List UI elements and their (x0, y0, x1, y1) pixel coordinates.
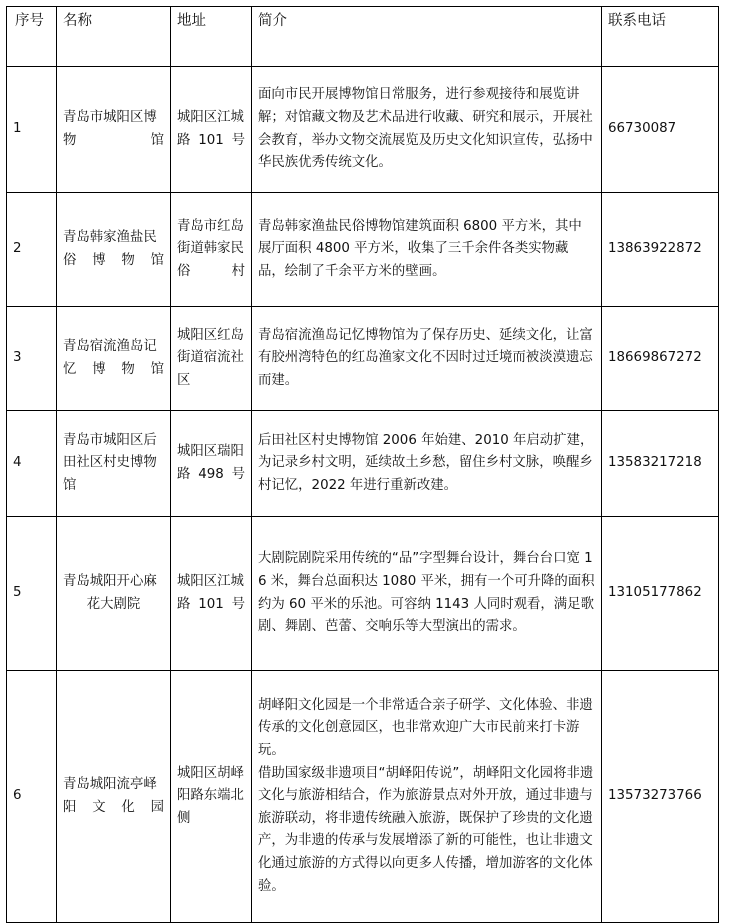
table-row (7, 307, 719, 411)
address-text: 城阳区胡峄阳路东端北侧 (177, 765, 244, 826)
header-no: 序号 (7, 7, 57, 67)
row-name: 青岛市城阳区后田社区村史博物馆 (57, 411, 171, 517)
row-description (252, 517, 602, 671)
row-name: 青岛宿流渔岛记忆博物馆 (57, 307, 171, 411)
description-paragraph: 青岛韩家渔盐民俗博物馆建筑面积 6800 平方米，其中展厅面积 4800 平方米，收集了三千余件各类实物藏品，绘制了千余平方米的壁画。 (258, 218, 582, 279)
row-description (252, 671, 602, 923)
row-name: 青岛城阳流亭峄阳文化园 (57, 671, 171, 923)
row-name: 青岛城阳开心麻花大剧院 (57, 517, 171, 671)
address-text: 城阳区瑞阳路498号 (177, 443, 245, 482)
header-phone: 联系电话 (602, 7, 719, 67)
row-address (171, 411, 252, 517)
row-description (252, 193, 602, 307)
description-paragraph: 大剧院剧院采用传统的“品”字型舞台设计，舞台台口宽 16 米，舞台总面积达 1080 平米，拥有一个可升降的面积约为 60 平米的乐池。可容纳 1143 人同时观看，满足歌剧、舞剧、芭蕾、交响乐等大型演出的需求。 (258, 551, 595, 635)
description-paragraph: 面向市民开展博物馆日常服务，进行参观接待和展览讲解；对馆藏文物及艺术品进行收藏、研究和展示，开展社会教育，举办文物交流展览及历史文化知识宣传，弘扬中华民族优秀传统文化。 (258, 87, 593, 171)
row-phone: 13863922872 (602, 193, 719, 307)
table-row (7, 193, 719, 307)
table-row (7, 517, 719, 671)
row-address (171, 307, 252, 411)
row-name: 青岛市城阳区博物馆 (57, 67, 171, 193)
row-name: 青岛韩家渔盐民俗博物馆 (57, 193, 171, 307)
row-no: 5 (7, 517, 57, 671)
table-row (7, 671, 719, 923)
header-description: 简介 (252, 7, 602, 67)
row-description (252, 307, 602, 411)
address-text: 城阳区江城路101号 (177, 109, 245, 148)
row-no: 3 (7, 307, 57, 411)
row-no: 2 (7, 193, 57, 307)
row-address (171, 517, 252, 671)
row-phone: 13105177862 (602, 517, 719, 671)
row-address (171, 671, 252, 923)
description-paragraph: 后田社区村史博物馆 2006 年始建、2010 年启动扩建，为记录乡村文明，延续故土乡愁，留住乡村文脉，唤醒乡村记忆，2022 年进行重新改建。 (258, 432, 594, 493)
row-description (252, 411, 602, 517)
row-no: 1 (7, 67, 57, 193)
table-row (7, 411, 719, 517)
row-phone: 13583217218 (602, 411, 719, 517)
row-address (171, 193, 252, 307)
museum-table (6, 6, 719, 923)
description-paragraph: 青岛宿流渔岛记忆博物馆为了保存历史、延续文化，让富有胶州湾特色的红岛渔家文化不因时过迁境而被淡漠遗忘而建。 (258, 327, 593, 388)
table-row (7, 67, 719, 193)
table-header-row (7, 7, 719, 67)
row-no: 4 (7, 411, 57, 517)
row-phone: 18669867272 (602, 307, 719, 411)
header-address: 地址 (171, 7, 252, 67)
row-phone: 66730087 (602, 67, 719, 193)
row-no: 6 (7, 671, 57, 923)
address-text: 城阳区江城路101号 (177, 573, 245, 612)
row-address (171, 67, 252, 193)
row-phone: 13573273766 (602, 671, 719, 923)
address-text: 城阳区红岛街道宿流社区 (177, 327, 244, 388)
address-text: 青岛市红岛街道韩家民俗村 (177, 218, 245, 279)
description-paragraph: 胡峄阳文化园是一个非常适合亲子研学、文化体验、非遗传承的文化创意园区，也非常欢迎广大市民前来打卡游玩。 (258, 697, 593, 759)
header-name: 名称 (57, 7, 171, 67)
row-description (252, 67, 602, 193)
description-paragraph: 借助国家级非遗项目“胡峄阳传说”，胡峄阳文化园将非遗文化与旅游相结合，作为旅游景点对外开放，通过非遗与旅游联动，将非遗传统融入旅游，既保护了珍贵的文化遗产，为非遗的传承与发展增添了新的可能性，也让非遗文化通过旅游的方式得以向更多人传播，增加游客的文化体验。 (258, 765, 594, 894)
